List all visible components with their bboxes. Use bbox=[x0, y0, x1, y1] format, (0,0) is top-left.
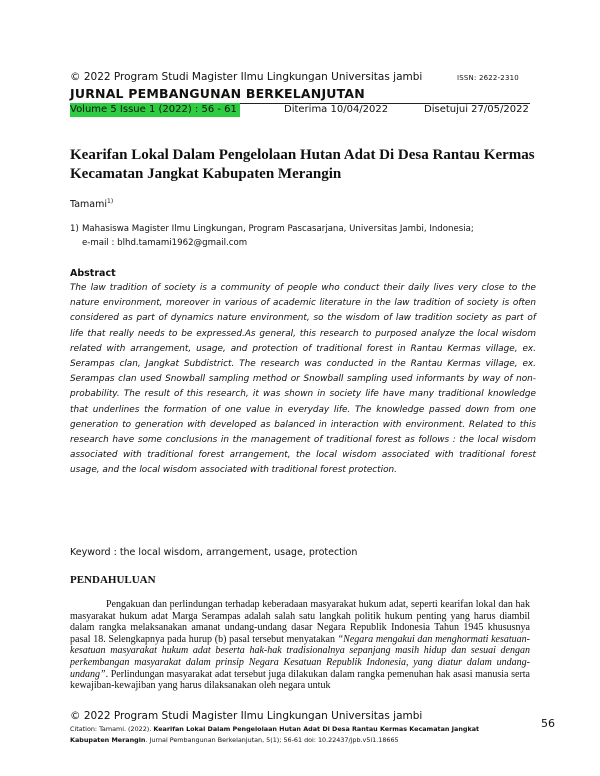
article-title: Kearifan Lokal Dalam Pengelolaan Hutan Adat Di Desa Rantau Kermas Kecamatan Jangkat Kabupaten Merangin bbox=[70, 147, 535, 182]
author-affiliation-mark: 1) bbox=[107, 198, 114, 205]
issn: ISSN: 2622-2310 bbox=[457, 74, 519, 82]
affiliation-text: Mahasiswa Magister Ilmu Lingkungan, Program Pascasarjana, Universitas Jambi, Indonesia; bbox=[82, 224, 474, 234]
citation-prefix: Citation: Tamami. (2022). bbox=[70, 725, 154, 733]
approved-date: Disetujui 27/05/2022 bbox=[424, 104, 529, 115]
section-heading: PENDAHULUAN bbox=[70, 574, 156, 586]
author-email: e-mail : blhd.tamami1962@gmail.com bbox=[82, 238, 248, 248]
citation-title: Kearifan Lokal Dalam Pengelolaan Hutan Adat Di Desa Rantau Kermas Kecamatan Jangkat Kabupaten Merangin bbox=[70, 725, 480, 744]
abstract-heading: Abstract bbox=[70, 268, 116, 279]
author bbox=[70, 198, 113, 210]
affiliation bbox=[70, 222, 540, 250]
footer-copyright: © 2022 Program Studi Magister Ilmu Lingkungan Universitas jambi bbox=[70, 710, 423, 722]
received-date: Diterima 10/04/2022 bbox=[284, 104, 389, 115]
affiliation-number: 1) bbox=[70, 224, 79, 234]
intro-text-part-2: . Perlindungan masyarakat adat tersebut juga dilakukan dalam rangka pemenuhan hak asasi manusia serta kewajiban-kewajiban yang harus dilaksanakan oleh negara untuk bbox=[70, 668, 530, 692]
header-copyright: © 2022 Program Studi Magister Ilmu Lingkungan Universitas jambi bbox=[70, 71, 423, 83]
citation bbox=[70, 724, 520, 745]
page-number: 56 bbox=[541, 717, 555, 730]
intro-text-part-1: Pengakuan dan perlindungan terhadap keberadaan masyarakat hukum adat, seperti kearifan lokal dan hak masyarakat hukum adat Marga Serampas adalah salah satu langkah politik hukum penting yang harus diambil dalam rangka melaksanakan amanat undang-undang dasar Negara Republik Indonesia Tahun 1945 khususnya pasal 18. Selengkapnya pada hurup (b) pasal tersebut menyatakan bbox=[70, 599, 530, 645]
keywords: Keyword : the local wisdom, arrangement, usage, protection bbox=[70, 547, 358, 558]
volume-info: Volume 5 Issue 1 (2022) : 56 - 61 bbox=[70, 103, 240, 117]
constitution-quote: “Negara mengakui dan menghormati kesatuan-kesatuan masyarakat hukum adat beserta hak-hak tradisionalnya sepanjang masih hidup dan sesuai dengan perkembangan masyarakat dalam prinsip Negara Kesatuan Republik Indonesia, yang diatur dalam undang-undang” bbox=[70, 633, 530, 680]
citation-suffix: . Jurnal Pembangunan Berkelanjutan, 5(1); 56-61 doi: 10.22437/jpb.v5i1.18665 bbox=[145, 735, 399, 744]
abstract-text: The law tradition of society is a community of people who conduct their daily lives very close to the nature environment, moreover in various of academic literature in the law tradition of society is often considered as part of dynamics nature environment, so the wisdom of law tradition society as part of life that really needs to be expressed.As general, this research to purposed analyze the local wisdom related with arrangement, usage, and protection of traditional forest in Rantau Kermas village, ex. Serampas clan, Jangkat Subdistrict. The research was conducted in the Rantau Kermas village, ex. Serampas clan used Snowball sampling method or Snowball sampling used informants by way of non- probability. The result of this research, it was shown in society life have many traditional knowledge that underlines the formation of one value in everyday life. The knowledge passed down from one generation to generation with developed as balanced in interaction with environment. Related to this research have some conclusions in the management of traditional forest as follows : the local wisdom associated with traditional forest arrangement, the local wisdom associated with traditional forest usage, and the local wisdom associated with traditional forest protection. bbox=[70, 283, 536, 476]
intro-paragraph bbox=[70, 599, 530, 692]
author-name: Tamami bbox=[70, 199, 108, 210]
journal-name: JURNAL PEMBANGUNAN BERKELANJUTAN bbox=[70, 86, 365, 101]
